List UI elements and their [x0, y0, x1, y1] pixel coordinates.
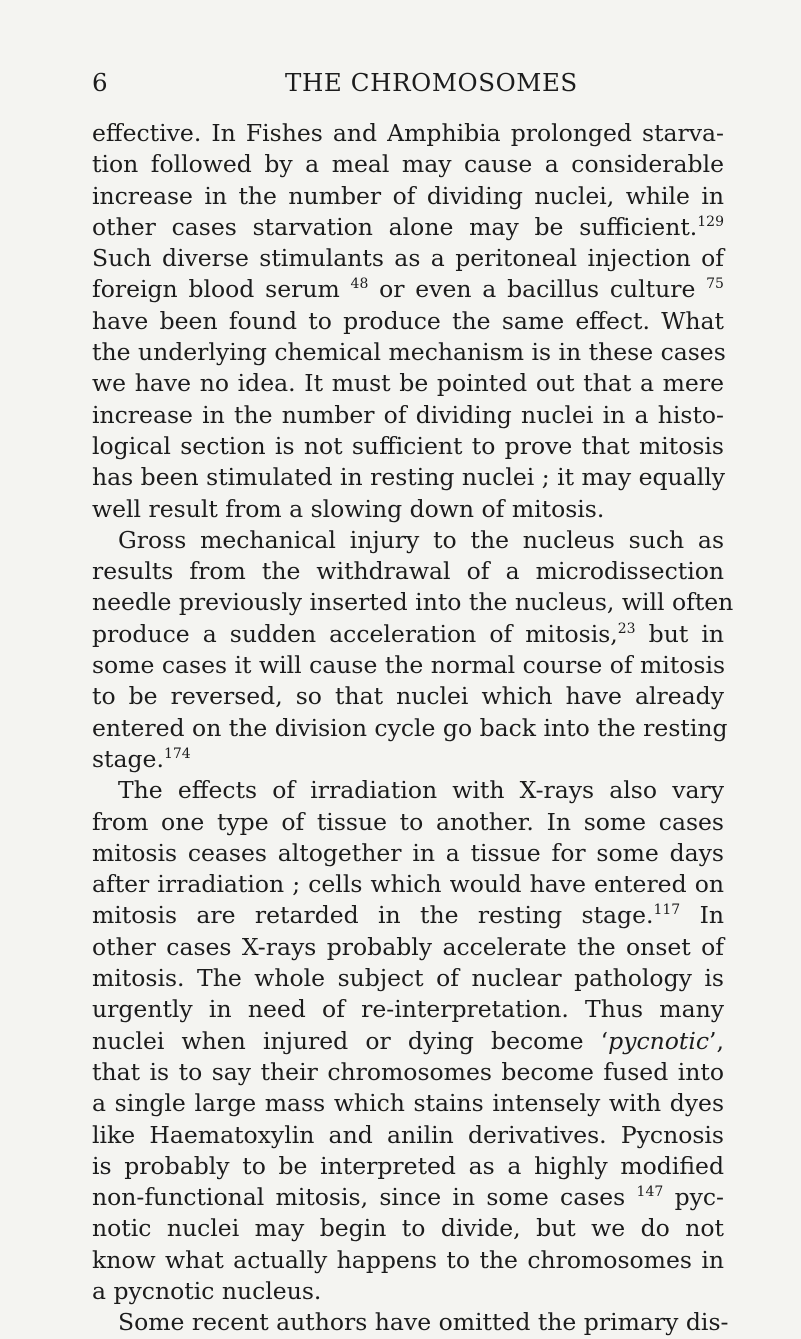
reference-superscript: 129	[697, 213, 724, 230]
text-line: from one type of tissue to another. In some cases	[92, 807, 724, 836]
text-line: notic nuclei may begin to divide, but we do not	[92, 1214, 724, 1243]
text-line: a single large mass which stains intensely with dyes	[92, 1089, 724, 1118]
reference-superscript: 48	[350, 276, 369, 293]
text-line: some cases it will cause the normal course of mitosis	[92, 651, 726, 680]
text-line: is probably to be interpreted as a highly modified	[92, 1151, 724, 1180]
text-line: stage.$^{174}$	[92, 744, 191, 773]
text-line: to be reversed, so that nuclei which have already	[92, 682, 724, 711]
text-line: increase in the number of dividing nuclei, while in	[92, 181, 724, 210]
page-number: 6	[92, 68, 108, 97]
text-line: know what actually happens to the chromosomes in	[92, 1245, 724, 1274]
text-line: like Haematoxylin and anilin derivatives. Pycnosis	[92, 1120, 724, 1149]
text-line: foreign blood serum $^{48}$ or even a bacillus culture $^{75}$	[92, 275, 724, 304]
reference-superscript: 23	[617, 620, 636, 637]
text-line: has been stimulated in resting nuclei ; it may equally	[92, 463, 725, 492]
text-line: needle previously inserted into the nucleus, will often	[92, 588, 734, 617]
text-line: urgently in need of re-interpretation. Thus many	[92, 995, 724, 1024]
reference-superscript: 174	[163, 745, 191, 762]
body-text	[92, 118, 734, 1339]
text-line: The effects of irradiation with X-rays also vary	[118, 776, 724, 805]
text-line: nuclei when injured or dying become ‘pycnotic’,	[92, 1026, 724, 1055]
text-line: well result from a slowing down of mitosis.	[92, 494, 605, 523]
text-line: results from the withdrawal of a microdissection	[92, 557, 724, 586]
text-line: mitosis ceases altogether in a tissue for some days	[92, 838, 724, 867]
text-line: tion followed by a meal may cause a considerable	[92, 150, 724, 179]
text-line: mitosis are retarded in the resting stage.$^{117}$ In	[92, 901, 724, 930]
text-line: mitosis. The whole subject of nuclear pathology is	[92, 964, 724, 993]
reference-superscript: 75	[706, 276, 724, 293]
text-line: after irradiation ; cells which would have entered on	[92, 870, 724, 899]
text-line: we have no idea. It must be pointed out that a mere	[92, 369, 724, 398]
text-line: other cases X-rays probably accelerate the onset of	[92, 932, 724, 961]
text-line: have been found to produce the same effect. What	[92, 306, 724, 335]
reference-superscript: 117	[653, 902, 681, 919]
text-line: produce a sudden acceleration of mitosis,$^{23}$ but in	[92, 619, 724, 648]
text-line: effective. In Fishes and Amphibia prolonged starva-	[92, 119, 724, 147]
reference-superscript: 147	[636, 1184, 664, 1201]
text-line: Gross mechanical injury to the nucleus such as	[118, 525, 724, 554]
running-title: THE CHROMOSOMES	[285, 68, 578, 97]
text-line: Some recent authors have omitted the primary dis-	[118, 1308, 729, 1337]
text-line: Such diverse stimulants as a peritoneal injection of	[92, 244, 724, 273]
text-line: other cases starvation alone may be sufficient.$^{129}$	[92, 212, 724, 241]
text-line: the underlying chemical mechanism is in these cases	[92, 338, 726, 367]
text-line: logical section is not sufficient to prove that mitosis	[92, 431, 724, 460]
text-line: that is to say their chromosomes become fused into	[92, 1057, 724, 1086]
text-line: increase in the number of dividing nuclei in a histo-	[92, 400, 724, 429]
text-line: non-functional mitosis, since in some cases $^{147}$ pyc-	[92, 1183, 724, 1212]
text-line: entered on the division cycle go back into the resting	[92, 713, 728, 742]
running-header	[92, 66, 712, 100]
text-line: a pycnotic nucleus.	[92, 1276, 322, 1305]
italic-term: pycnotic	[608, 1026, 710, 1055]
